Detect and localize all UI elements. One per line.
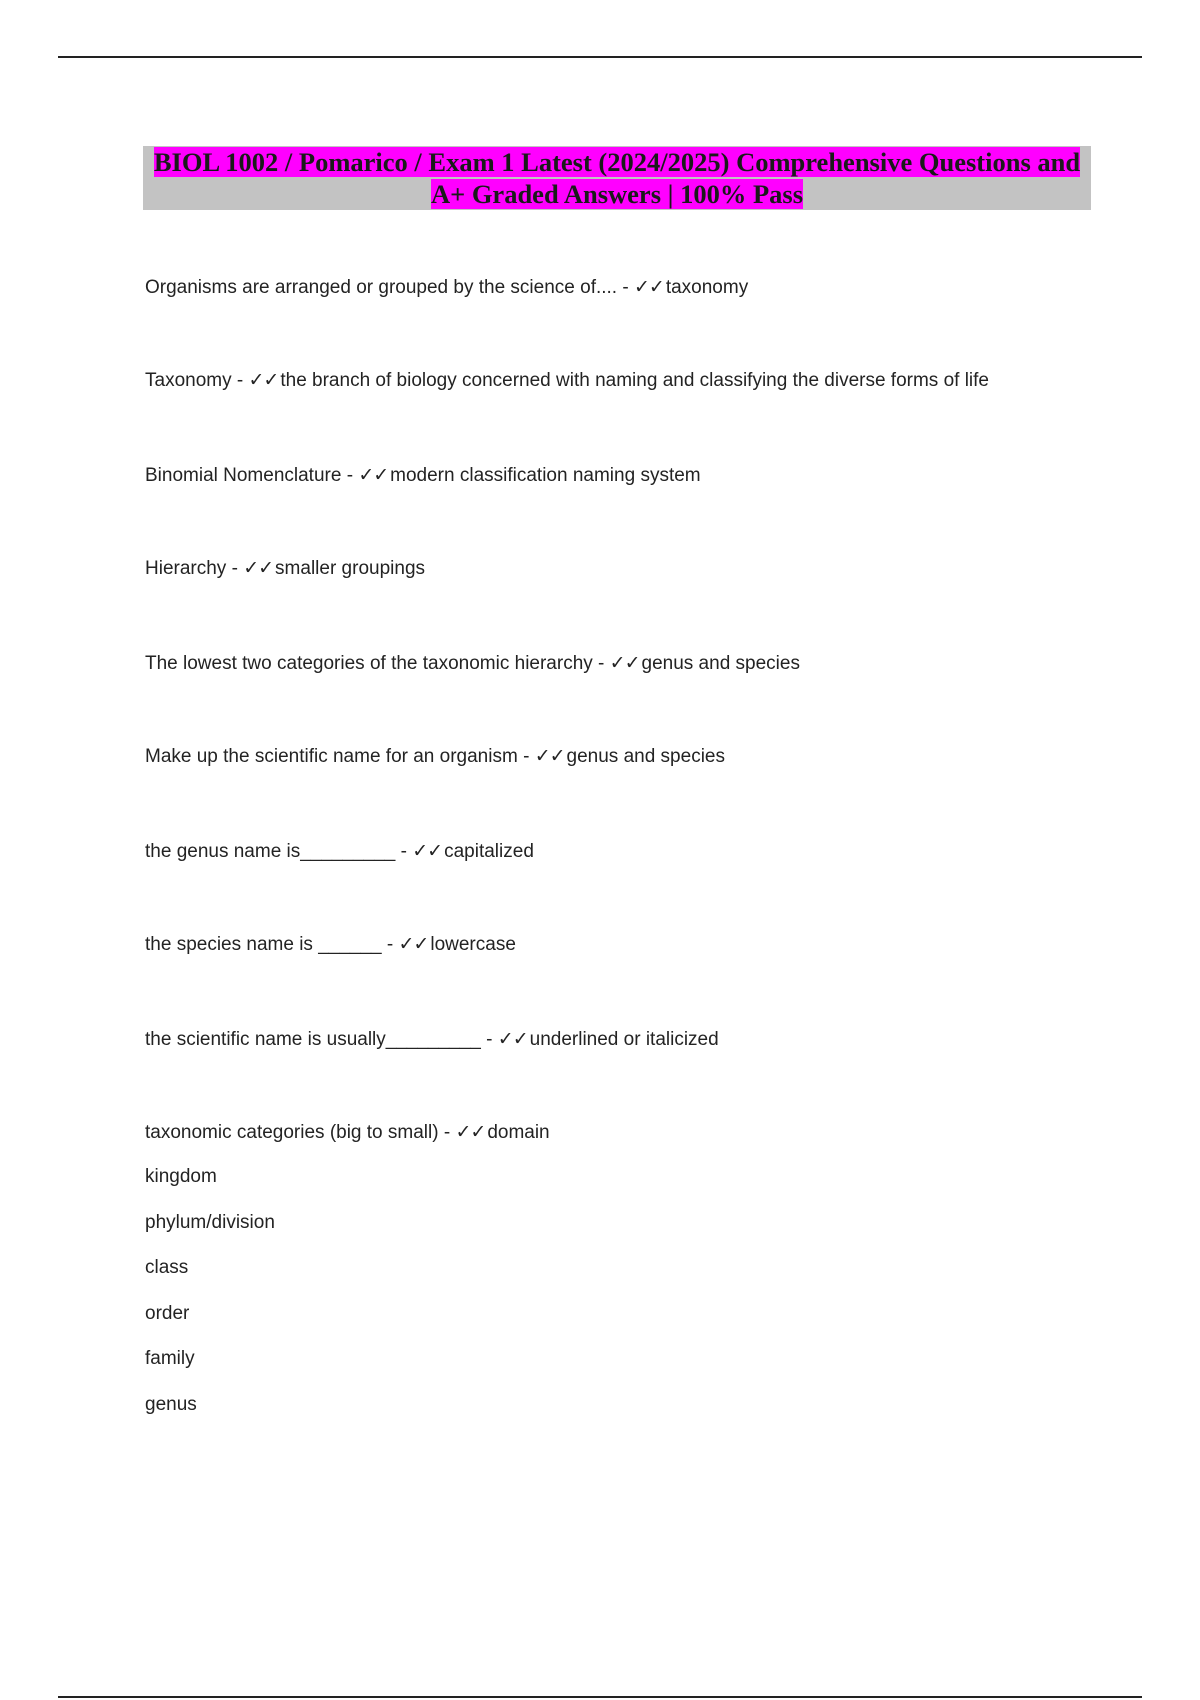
check-marks-icon: ✓✓	[497, 1029, 528, 1050]
qa-item	[145, 933, 516, 957]
check-marks-icon: ✓✓	[358, 465, 389, 486]
category-line: order	[145, 1302, 190, 1324]
answer-text: underlined or italicized	[529, 1029, 719, 1050]
bottom-rule	[58, 1696, 1142, 1698]
question-text: the genus name is_________	[145, 841, 396, 862]
answer-text: smaller groupings	[275, 558, 426, 579]
answer-text: taxonomy	[665, 277, 749, 298]
separator: -	[381, 934, 399, 955]
taxonomic-categories-list	[145, 1165, 275, 1438]
answer-text: lowercase	[430, 934, 516, 955]
question-text: Binomial Nomenclature	[145, 465, 342, 486]
qa-item	[145, 1028, 719, 1052]
qa-item	[145, 464, 701, 488]
question-text: Organisms are arranged or grouped by the science of....	[145, 277, 618, 298]
separator: -	[480, 1029, 498, 1050]
separator: -	[592, 653, 610, 674]
category-line: kingdom	[145, 1166, 217, 1187]
check-marks-icon: ✓✓	[412, 841, 443, 862]
check-marks-icon: ✓✓	[633, 277, 664, 298]
qa-item	[145, 840, 534, 864]
qa-item	[145, 652, 800, 676]
qa-item	[145, 745, 725, 769]
separator: -	[231, 370, 249, 391]
category-line: family	[145, 1348, 195, 1369]
qa-item	[145, 557, 425, 581]
category-line: phylum/division	[145, 1211, 275, 1233]
check-marks-icon: ✓✓	[609, 653, 640, 674]
answer-text: the branch of biology concerned with naming and classifying the diverse forms of life	[280, 370, 990, 391]
answer-text: genus and species	[641, 653, 800, 674]
qa-item	[145, 276, 748, 300]
separator: -	[517, 746, 535, 767]
question-text: Taxonomy	[145, 370, 232, 391]
answer-text: capitalized	[444, 841, 534, 862]
top-rule	[58, 56, 1142, 58]
question-text: Make up the scientific name for an organism	[145, 746, 518, 767]
check-marks-icon: ✓✓	[248, 370, 279, 391]
answer-text: modern classification naming system	[390, 465, 701, 486]
title-highlight: BIOL 1002 / Pomarico / Exam 1 Latest (2024/2025) Comprehensive Questions and A+ Graded Answers | 100% Pass	[153, 147, 1081, 209]
document-title	[143, 146, 1091, 210]
answer-text: genus and species	[566, 746, 725, 767]
category-line: genus	[145, 1393, 197, 1415]
separator: -	[617, 277, 634, 298]
separator: -	[341, 465, 359, 486]
qa-item	[145, 369, 989, 393]
category-line: class	[145, 1257, 189, 1278]
separator: -	[438, 1122, 456, 1143]
question-text: the species name is ______	[145, 934, 382, 955]
check-marks-icon: ✓✓	[398, 934, 429, 955]
check-marks-icon: ✓✓	[534, 746, 565, 767]
question-text: the scientific name is usually_________	[145, 1029, 481, 1050]
question-text: taxonomic categories (big to small)	[145, 1122, 439, 1143]
qa-item	[145, 1121, 550, 1145]
separator: -	[226, 558, 244, 579]
answer-text: domain	[487, 1122, 550, 1143]
question-text: Hierarchy	[145, 558, 227, 579]
question-text: The lowest two categories of the taxonomic hierarchy	[145, 653, 593, 674]
separator: -	[395, 841, 413, 862]
check-marks-icon: ✓✓	[243, 558, 274, 579]
check-marks-icon: ✓✓	[455, 1122, 486, 1143]
